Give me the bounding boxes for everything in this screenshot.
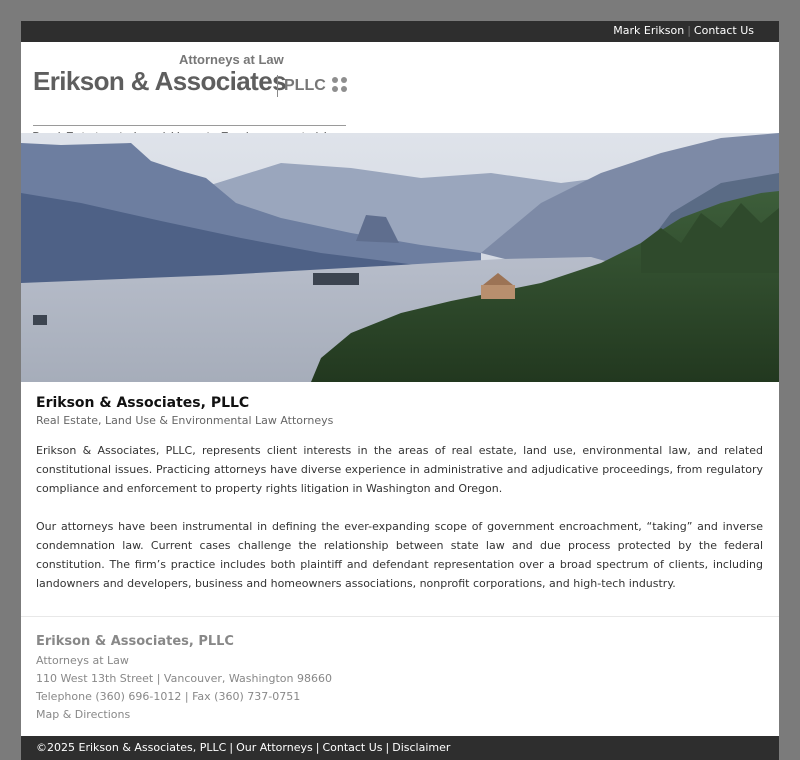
footer-link-contact-us[interactable]: Contact Us	[322, 741, 383, 754]
footer-link-our-attorneys[interactable]: Our Attorneys	[236, 741, 313, 754]
contact-tagline: Attorneys at Law	[36, 654, 129, 667]
top-link-mark-erikson[interactable]: Mark Erikson	[613, 24, 685, 37]
top-links: Mark Erikson | Contact Us	[613, 24, 754, 37]
contact-address: 110 West 13th Street | Vancouver, Washington 98660	[36, 672, 332, 685]
contact-firm-name: Erikson & Associates, PLLC	[36, 634, 234, 649]
footer-links: ©2025 Erikson & Associates, PLLC | Our Attorneys | Contact Us | Disclaimer	[36, 741, 451, 754]
page-title: Erikson & Associates, PLLC	[36, 395, 250, 411]
logo-suffix: PLLC	[277, 75, 326, 97]
logo-tagline: Attorneys at Law	[179, 52, 284, 67]
header	[21, 42, 779, 133]
contact-info	[36, 633, 736, 724]
main-content	[36, 394, 763, 593]
map-directions-link[interactable]: Map & Directions	[36, 708, 131, 721]
logo[interactable]	[33, 50, 363, 110]
practice-paragraph: Our attorneys have been instrumental in defining the ever-expanding scope of government encroachment, “taking” and inverse condemnation law. Current cases challenge the relationship between state law and due process protected by the federal constitution. The firm’s practice includes both plaintiff and defendant representation over a broad spectrum of clients, including landowners and developers, business and homeowners associations, nonprofit corporations, and high-tech industry.	[36, 520, 763, 590]
footer-link-disclaimer[interactable]: Disclaimer	[392, 741, 451, 754]
footer-copyright: ©2025 Erikson & Associates, PLLC	[36, 741, 227, 754]
logo-firm-name: Erikson & Associates	[33, 66, 286, 96]
intro-paragraph: Erikson & Associates, PLLC, represents client interests in the areas of real estate, land use, environmental law, and related constitutional issues. Practicing attorneys have diverse experience in administrative and adjudicative proceedings, from regulatory compliance and enforcement to property rights litigation in Washington and Oregon.	[36, 444, 763, 495]
section-divider	[21, 616, 779, 617]
page	[21, 21, 779, 760]
top-bar	[21, 21, 779, 42]
hero-image	[21, 133, 779, 382]
logo-dots-icon	[332, 77, 348, 93]
contact-phone: Telephone (360) 696-1012 | Fax (360) 737-0751	[36, 690, 301, 703]
logo-divider	[33, 125, 346, 126]
page-subtitle: Real Estate, Land Use & Environmental Law Attorneys	[36, 414, 334, 427]
footer-bar	[21, 736, 779, 760]
top-link-contact-us[interactable]: Contact Us	[693, 24, 754, 37]
